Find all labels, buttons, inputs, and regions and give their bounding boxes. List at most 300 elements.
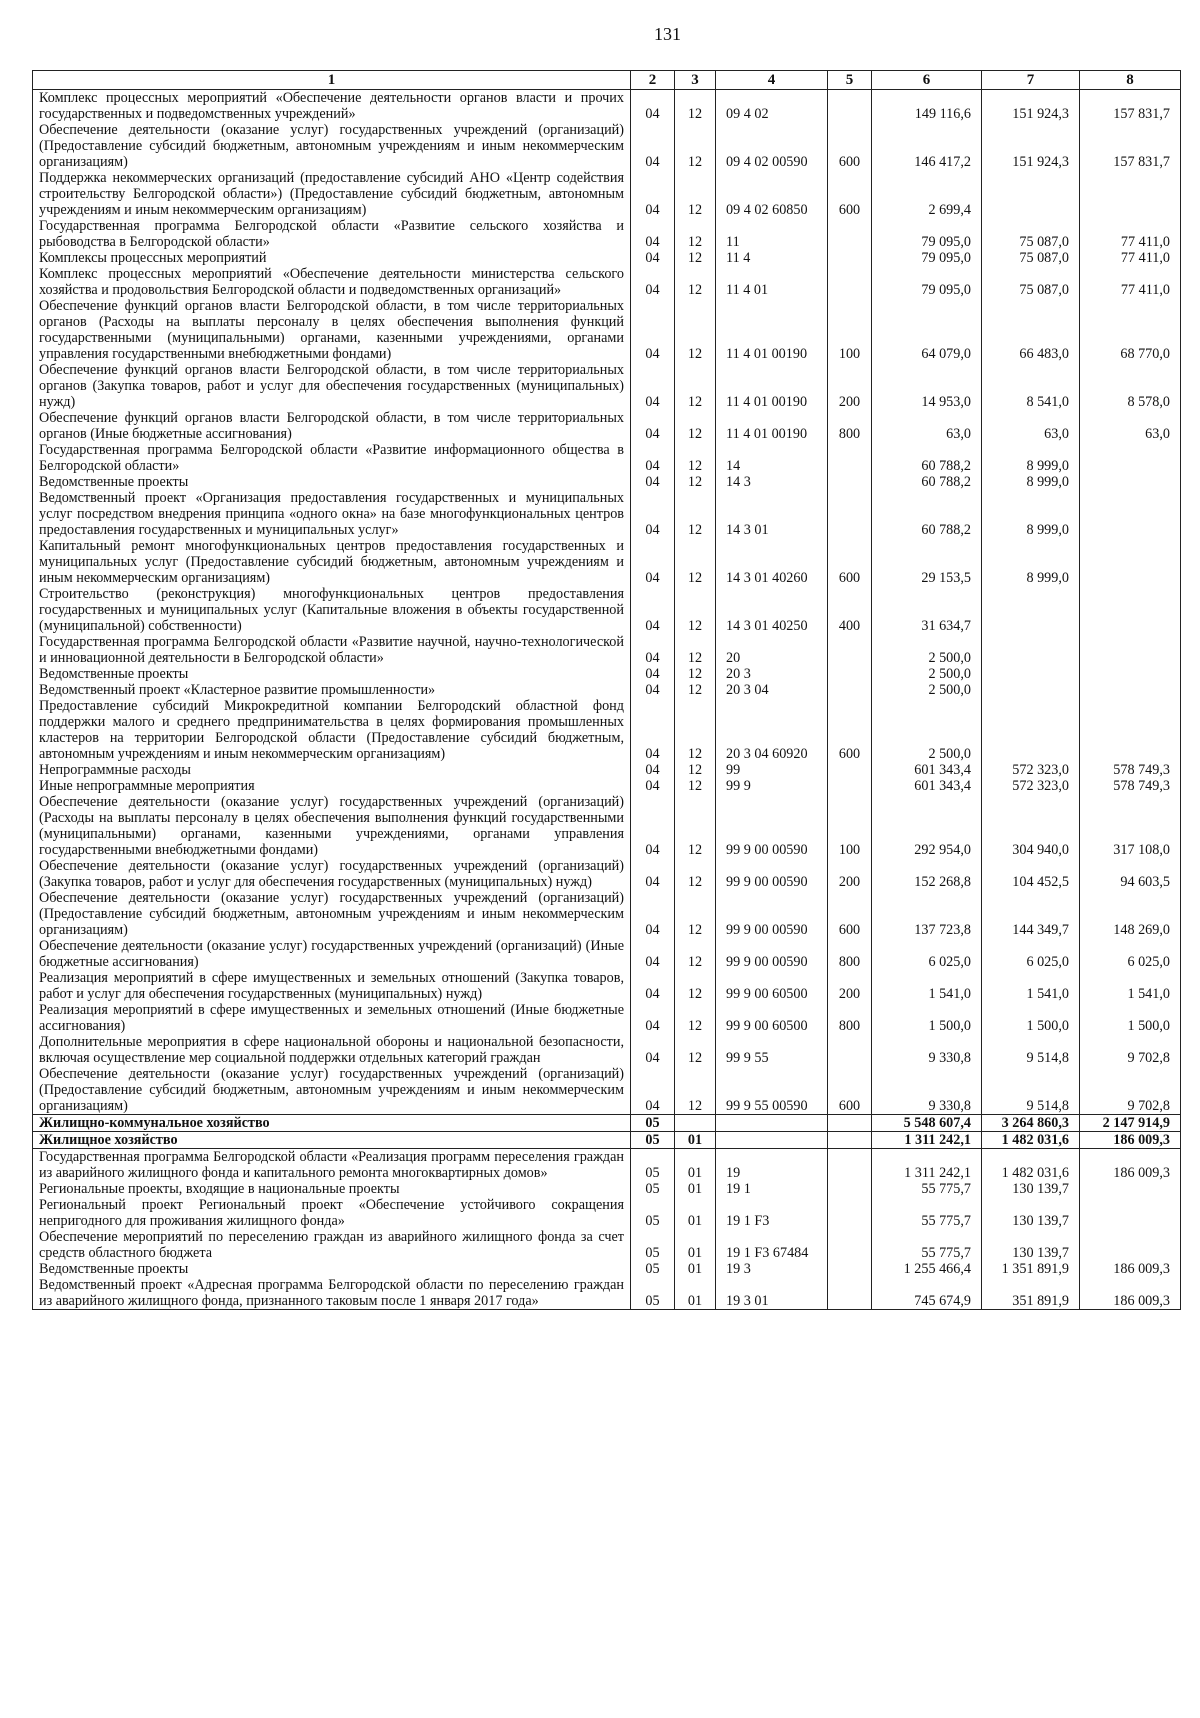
cell-amount-year2: 3 264 860,3 bbox=[982, 1115, 1080, 1132]
cell-section: 04 bbox=[631, 586, 675, 634]
cell-subsection: 01 bbox=[675, 1277, 716, 1310]
header-cell: 5 bbox=[828, 71, 872, 90]
cell-target-article: 14 bbox=[716, 442, 828, 474]
table-row bbox=[33, 938, 1181, 970]
cell-amount-year3 bbox=[1080, 442, 1181, 474]
cell-target-article: 99 9 00 60500 bbox=[716, 1002, 828, 1034]
cell-name: Региональный проект Региональный проект «Обеспечение устойчивого сокращения непригодного для проживания жилищного фонда» bbox=[33, 1197, 631, 1229]
table-row bbox=[33, 1034, 1181, 1066]
cell-amount-year1: 601 343,4 bbox=[872, 778, 982, 794]
cell-amount-year2: 1 482 031,6 bbox=[982, 1149, 1080, 1182]
cell-section: 04 bbox=[631, 442, 675, 474]
cell-subsection: 12 bbox=[675, 218, 716, 250]
cell-section: 05 bbox=[631, 1261, 675, 1277]
header-cell: 1 bbox=[33, 71, 631, 90]
cell-amount-year1: 2 500,0 bbox=[872, 682, 982, 698]
table-row bbox=[33, 1066, 1181, 1115]
cell-name: Непрограммные расходы bbox=[33, 762, 631, 778]
cell-amount-year1: 55 775,7 bbox=[872, 1197, 982, 1229]
cell-target-article: 19 1 F3 67484 bbox=[716, 1229, 828, 1261]
cell-name: Обеспечение деятельности (оказание услуг) государственных учреждений (организаций) (Расходы на выплаты персоналу в целях обеспечения выполнения функций государственными (муниципальными) органами, казенными учреждениями, органами управления государственными внебюджетными фондами) bbox=[33, 794, 631, 858]
cell-expense-type bbox=[828, 266, 872, 298]
cell-section: 05 bbox=[631, 1115, 675, 1132]
cell-amount-year3: 186 009,3 bbox=[1080, 1277, 1181, 1310]
cell-section: 04 bbox=[631, 666, 675, 682]
cell-amount-year3: 186 009,3 bbox=[1080, 1149, 1181, 1182]
cell-subsection: 12 bbox=[675, 858, 716, 890]
cell-amount-year2 bbox=[982, 666, 1080, 682]
table-row bbox=[33, 298, 1181, 362]
cell-expense-type bbox=[828, 474, 872, 490]
page-number: 131 bbox=[654, 24, 681, 44]
cell-name: Поддержка некоммерческих организаций (предоставление субсидий АНО «Центр содействия строительству Белгородской области») (Предоставление субсидий бюджетным, автономным учреждениям и иным некоммерческим организациям) bbox=[33, 170, 631, 218]
cell-subsection: 01 bbox=[675, 1197, 716, 1229]
cell-expense-type: 800 bbox=[828, 938, 872, 970]
table-row bbox=[33, 362, 1181, 410]
cell-section: 04 bbox=[631, 778, 675, 794]
cell-target-article: 11 4 01 00190 bbox=[716, 298, 828, 362]
cell-section: 04 bbox=[631, 1034, 675, 1066]
cell-subsection: 01 bbox=[675, 1229, 716, 1261]
cell-amount-year3 bbox=[1080, 490, 1181, 538]
cell-amount-year2: 75 087,0 bbox=[982, 250, 1080, 266]
cell-target-article: 14 3 01 40250 bbox=[716, 586, 828, 634]
budget-table bbox=[32, 70, 1181, 1310]
cell-amount-year3: 8 578,0 bbox=[1080, 362, 1181, 410]
table-row bbox=[33, 1132, 1181, 1149]
cell-target-article: 20 3 bbox=[716, 666, 828, 682]
cell-section: 04 bbox=[631, 90, 675, 123]
cell-target-article: 20 bbox=[716, 634, 828, 666]
cell-target-article: 19 bbox=[716, 1149, 828, 1182]
cell-name: Реализация мероприятий в сфере имущественных и земельных отношений (Иные бюджетные ассигнования) bbox=[33, 1002, 631, 1034]
cell-amount-year3: 77 411,0 bbox=[1080, 250, 1181, 266]
cell-amount-year2: 66 483,0 bbox=[982, 298, 1080, 362]
table-row bbox=[33, 1197, 1181, 1229]
cell-expense-type: 100 bbox=[828, 794, 872, 858]
cell-amount-year2: 130 139,7 bbox=[982, 1181, 1080, 1197]
cell-target-article: 20 3 04 bbox=[716, 682, 828, 698]
cell-subsection: 12 bbox=[675, 1034, 716, 1066]
cell-section: 04 bbox=[631, 890, 675, 938]
table-row bbox=[33, 122, 1181, 170]
cell-amount-year3: 186 009,3 bbox=[1080, 1261, 1181, 1277]
cell-amount-year1: 2 500,0 bbox=[872, 698, 982, 762]
cell-subsection: 12 bbox=[675, 490, 716, 538]
cell-amount-year2 bbox=[982, 634, 1080, 666]
cell-expense-type bbox=[828, 1197, 872, 1229]
cell-section: 05 bbox=[631, 1149, 675, 1182]
cell-name: Государственная программа Белгородской области «Развитие информационного общества в Белгородской области» bbox=[33, 442, 631, 474]
table-row bbox=[33, 1002, 1181, 1034]
cell-name: Обеспечение деятельности (оказание услуг) государственных учреждений (организаций) (Предоставление субсидий бюджетным, автономным учреждениям и иным некоммерческим организациям) bbox=[33, 122, 631, 170]
cell-amount-year2: 572 323,0 bbox=[982, 778, 1080, 794]
cell-subsection: 12 bbox=[675, 122, 716, 170]
cell-amount-year3: 148 269,0 bbox=[1080, 890, 1181, 938]
cell-name: Жилищное хозяйство bbox=[33, 1132, 631, 1149]
cell-amount-year2: 151 924,3 bbox=[982, 122, 1080, 170]
cell-section: 04 bbox=[631, 698, 675, 762]
cell-name: Ведомственный проект «Адресная программа Белгородской области по переселению граждан из аварийного жилищного фонда, признанного таковым после 1 января 2017 года» bbox=[33, 1277, 631, 1310]
cell-amount-year2: 351 891,9 bbox=[982, 1277, 1080, 1310]
cell-amount-year1: 137 723,8 bbox=[872, 890, 982, 938]
cell-amount-year1: 79 095,0 bbox=[872, 266, 982, 298]
cell-subsection: 12 bbox=[675, 538, 716, 586]
cell-target-article: 14 3 bbox=[716, 474, 828, 490]
cell-name: Капитальный ремонт многофункциональных центров предоставления государственных и муниципальных услуг (Предоставление субсидий бюджетным, автономным учреждениям и иным некоммерческим организациям) bbox=[33, 538, 631, 586]
cell-amount-year2: 151 924,3 bbox=[982, 90, 1080, 123]
cell-amount-year1: 1 541,0 bbox=[872, 970, 982, 1002]
cell-target-article: 20 3 04 60920 bbox=[716, 698, 828, 762]
cell-section: 05 bbox=[631, 1132, 675, 1149]
cell-expense-type bbox=[828, 1034, 872, 1066]
cell-section: 04 bbox=[631, 298, 675, 362]
table-row bbox=[33, 442, 1181, 474]
table-row bbox=[33, 666, 1181, 682]
table-row bbox=[33, 266, 1181, 298]
cell-subsection: 12 bbox=[675, 666, 716, 682]
cell-name: Обеспечение мероприятий по переселению граждан из аварийного жилищного фонда за счет средств областного бюджета bbox=[33, 1229, 631, 1261]
table-row bbox=[33, 858, 1181, 890]
cell-amount-year1: 63,0 bbox=[872, 410, 982, 442]
cell-subsection: 12 bbox=[675, 762, 716, 778]
cell-amount-year3 bbox=[1080, 586, 1181, 634]
cell-amount-year1: 29 153,5 bbox=[872, 538, 982, 586]
cell-amount-year2: 1 500,0 bbox=[982, 1002, 1080, 1034]
cell-amount-year3: 63,0 bbox=[1080, 410, 1181, 442]
cell-amount-year3: 578 749,3 bbox=[1080, 778, 1181, 794]
cell-expense-type bbox=[828, 218, 872, 250]
cell-target-article: 11 bbox=[716, 218, 828, 250]
cell-subsection: 12 bbox=[675, 938, 716, 970]
cell-amount-year2: 9 514,8 bbox=[982, 1034, 1080, 1066]
cell-section: 04 bbox=[631, 410, 675, 442]
cell-amount-year3 bbox=[1080, 170, 1181, 218]
cell-expense-type bbox=[828, 1115, 872, 1132]
cell-amount-year2: 8 999,0 bbox=[982, 538, 1080, 586]
cell-amount-year3: 68 770,0 bbox=[1080, 298, 1181, 362]
table-row bbox=[33, 250, 1181, 266]
table-row bbox=[33, 218, 1181, 250]
cell-amount-year1: 152 268,8 bbox=[872, 858, 982, 890]
cell-target-article: 99 bbox=[716, 762, 828, 778]
cell-name: Дополнительные мероприятия в сфере национальной обороны и национальной безопасности, включая осуществление мер социальной поддержки отдельных категорий граждан bbox=[33, 1034, 631, 1066]
cell-amount-year2: 8 999,0 bbox=[982, 442, 1080, 474]
cell-amount-year1: 1 500,0 bbox=[872, 1002, 982, 1034]
cell-name: Реализация мероприятий в сфере имущественных и земельных отношений (Закупка товаров, работ и услуг для обеспечения государственных (муниципальных) нужд) bbox=[33, 970, 631, 1002]
cell-section: 05 bbox=[631, 1229, 675, 1261]
cell-subsection: 12 bbox=[675, 1002, 716, 1034]
cell-amount-year1: 14 953,0 bbox=[872, 362, 982, 410]
cell-amount-year1: 9 330,8 bbox=[872, 1066, 982, 1115]
cell-name: Обеспечение функций органов власти Белгородской области, в том числе территориальных органов (Иные бюджетные ассигнования) bbox=[33, 410, 631, 442]
cell-amount-year3: 9 702,8 bbox=[1080, 1034, 1181, 1066]
cell-name: Обеспечение деятельности (оказание услуг) государственных учреждений (организаций) (Предоставление субсидий бюджетным, автономным учреждениям и иным некоммерческим организациям) bbox=[33, 1066, 631, 1115]
cell-section: 04 bbox=[631, 970, 675, 1002]
header-cell: 6 bbox=[872, 71, 982, 90]
cell-section: 04 bbox=[631, 490, 675, 538]
cell-expense-type bbox=[828, 490, 872, 538]
cell-expense-type: 200 bbox=[828, 362, 872, 410]
cell-amount-year1: 2 500,0 bbox=[872, 666, 982, 682]
cell-target-article: 19 3 01 bbox=[716, 1277, 828, 1310]
cell-section: 04 bbox=[631, 474, 675, 490]
table-row bbox=[33, 778, 1181, 794]
cell-name: Ведомственные проекты bbox=[33, 1261, 631, 1277]
cell-amount-year3: 186 009,3 bbox=[1080, 1132, 1181, 1149]
table-row bbox=[33, 474, 1181, 490]
cell-amount-year3: 157 831,7 bbox=[1080, 90, 1181, 123]
cell-expense-type: 600 bbox=[828, 1066, 872, 1115]
cell-subsection: 12 bbox=[675, 970, 716, 1002]
table-row bbox=[33, 682, 1181, 698]
cell-expense-type: 100 bbox=[828, 298, 872, 362]
cell-target-article: 09 4 02 bbox=[716, 90, 828, 123]
cell-expense-type bbox=[828, 250, 872, 266]
cell-name: Ведомственный проект «Кластерное развитие промышленности» bbox=[33, 682, 631, 698]
cell-amount-year2: 8 999,0 bbox=[982, 490, 1080, 538]
cell-expense-type bbox=[828, 1261, 872, 1277]
cell-name: Предоставление субсидий Микрокредитной компании Белгородский областной фонд поддержки малого и среднего предпринимательства в целях формирования промышленных кластеров на территории Белгородской области (Предоставление субсидий бюджетным, автономным учреждениям и иным некоммерческим организациям) bbox=[33, 698, 631, 762]
cell-amount-year1: 60 788,2 bbox=[872, 474, 982, 490]
cell-expense-type: 400 bbox=[828, 586, 872, 634]
cell-expense-type: 600 bbox=[828, 890, 872, 938]
cell-amount-year3 bbox=[1080, 698, 1181, 762]
table-row bbox=[33, 586, 1181, 634]
header-cell: 4 bbox=[716, 71, 828, 90]
cell-subsection: 01 bbox=[675, 1149, 716, 1182]
table-row bbox=[33, 170, 1181, 218]
cell-amount-year1: 55 775,7 bbox=[872, 1229, 982, 1261]
cell-section: 04 bbox=[631, 122, 675, 170]
table-row bbox=[33, 890, 1181, 938]
table-row bbox=[33, 698, 1181, 762]
cell-name: Государственная программа Белгородской области «Развитие сельского хозяйства и рыбоводства в Белгородской области» bbox=[33, 218, 631, 250]
cell-expense-type bbox=[828, 762, 872, 778]
header-row bbox=[33, 71, 1181, 90]
cell-amount-year1: 9 330,8 bbox=[872, 1034, 982, 1066]
cell-section: 04 bbox=[631, 538, 675, 586]
cell-amount-year2: 8 541,0 bbox=[982, 362, 1080, 410]
cell-expense-type bbox=[828, 1229, 872, 1261]
table-row bbox=[33, 538, 1181, 586]
cell-amount-year1: 1 255 466,4 bbox=[872, 1261, 982, 1277]
cell-subsection bbox=[675, 1115, 716, 1132]
header-cell: 2 bbox=[631, 71, 675, 90]
cell-target-article: 19 1 bbox=[716, 1181, 828, 1197]
cell-amount-year1: 1 311 242,1 bbox=[872, 1132, 982, 1149]
cell-amount-year3 bbox=[1080, 634, 1181, 666]
cell-expense-type: 600 bbox=[828, 698, 872, 762]
cell-section: 04 bbox=[631, 170, 675, 218]
cell-expense-type: 600 bbox=[828, 170, 872, 218]
cell-target-article: 11 4 01 00190 bbox=[716, 410, 828, 442]
cell-name: Комплекс процессных мероприятий «Обеспечение деятельности органов власти и прочих государственных и подведомственных учреждений» bbox=[33, 90, 631, 123]
table-row bbox=[33, 410, 1181, 442]
cell-target-article: 14 3 01 40260 bbox=[716, 538, 828, 586]
cell-name: Обеспечение деятельности (оказание услуг) государственных учреждений (организаций) (Предоставление субсидий бюджетным, автономным учреждениям и иным некоммерческим организациям) bbox=[33, 890, 631, 938]
cell-subsection: 12 bbox=[675, 1066, 716, 1115]
cell-name: Строительство (реконструкция) многофункциональных центров предоставления государственных и муниципальных услуг (Капитальные вложения в объекты государственной (муниципальной) собственности) bbox=[33, 586, 631, 634]
cell-name: Обеспечение функций органов власти Белгородской области, в том числе территориальных органов (Закупка товаров, работ и услуг для обеспечения государственных (муниципальных) нужд) bbox=[33, 362, 631, 410]
cell-amount-year2: 6 025,0 bbox=[982, 938, 1080, 970]
cell-amount-year1: 2 500,0 bbox=[872, 634, 982, 666]
cell-amount-year3 bbox=[1080, 1197, 1181, 1229]
cell-section: 05 bbox=[631, 1197, 675, 1229]
cell-amount-year1: 601 343,4 bbox=[872, 762, 982, 778]
cell-target-article: 11 4 bbox=[716, 250, 828, 266]
cell-name: Комплекс процессных мероприятий «Обеспечение деятельности министерства сельского хозяйства и продовольствия Белгородской области и подведомственных организаций» bbox=[33, 266, 631, 298]
table-body bbox=[33, 90, 1181, 1310]
cell-section: 04 bbox=[631, 1066, 675, 1115]
cell-amount-year2 bbox=[982, 586, 1080, 634]
table-row bbox=[33, 794, 1181, 858]
table-row bbox=[33, 90, 1181, 123]
cell-section: 04 bbox=[631, 858, 675, 890]
cell-section: 04 bbox=[631, 218, 675, 250]
cell-amount-year3 bbox=[1080, 1229, 1181, 1261]
cell-target-article: 19 3 bbox=[716, 1261, 828, 1277]
cell-amount-year2: 1 351 891,9 bbox=[982, 1261, 1080, 1277]
cell-amount-year3: 1 500,0 bbox=[1080, 1002, 1181, 1034]
cell-expense-type bbox=[828, 90, 872, 123]
table-row bbox=[33, 1261, 1181, 1277]
cell-subsection: 12 bbox=[675, 90, 716, 123]
header-cell: 7 bbox=[982, 71, 1080, 90]
cell-amount-year1: 745 674,9 bbox=[872, 1277, 982, 1310]
cell-amount-year1: 79 095,0 bbox=[872, 250, 982, 266]
cell-name: Государственная программа Белгородской области «Реализация программ переселения граждан из аварийного жилищного фонда и капитального ремонта многоквартирных домов» bbox=[33, 1149, 631, 1182]
cell-name: Государственная программа Белгородской области «Развитие научной, научно-технологической и инновационной деятельности в Белгородской области» bbox=[33, 634, 631, 666]
cell-expense-type bbox=[828, 682, 872, 698]
cell-subsection: 12 bbox=[675, 698, 716, 762]
cell-amount-year2: 572 323,0 bbox=[982, 762, 1080, 778]
cell-amount-year2: 304 940,0 bbox=[982, 794, 1080, 858]
cell-amount-year1: 55 775,7 bbox=[872, 1181, 982, 1197]
cell-amount-year2: 104 452,5 bbox=[982, 858, 1080, 890]
cell-amount-year3 bbox=[1080, 1181, 1181, 1197]
cell-expense-type: 800 bbox=[828, 1002, 872, 1034]
cell-expense-type bbox=[828, 666, 872, 682]
cell-name: Обеспечение функций органов власти Белгородской области, в том числе территориальных органов (Расходы на выплаты персоналу в целях обеспечения выполнения функций государственными (муниципальными) органами, казенными учреждениями, органами управления государственными внебюджетными фондами) bbox=[33, 298, 631, 362]
cell-amount-year2: 130 139,7 bbox=[982, 1229, 1080, 1261]
cell-target-article: 99 9 00 00590 bbox=[716, 794, 828, 858]
cell-subsection: 12 bbox=[675, 410, 716, 442]
cell-section: 04 bbox=[631, 682, 675, 698]
cell-name: Иные непрограммные мероприятия bbox=[33, 778, 631, 794]
cell-expense-type: 600 bbox=[828, 122, 872, 170]
cell-subsection: 12 bbox=[675, 794, 716, 858]
cell-amount-year2: 1 541,0 bbox=[982, 970, 1080, 1002]
cell-amount-year1: 5 548 607,4 bbox=[872, 1115, 982, 1132]
cell-subsection: 12 bbox=[675, 890, 716, 938]
cell-amount-year2 bbox=[982, 682, 1080, 698]
cell-amount-year2: 75 087,0 bbox=[982, 266, 1080, 298]
cell-section: 04 bbox=[631, 266, 675, 298]
cell-target-article: 99 9 00 60500 bbox=[716, 970, 828, 1002]
cell-target-article: 19 1 F3 bbox=[716, 1197, 828, 1229]
cell-amount-year1: 146 417,2 bbox=[872, 122, 982, 170]
cell-amount-year1: 6 025,0 bbox=[872, 938, 982, 970]
cell-expense-type: 200 bbox=[828, 970, 872, 1002]
cell-amount-year1: 60 788,2 bbox=[872, 442, 982, 474]
cell-amount-year3: 77 411,0 bbox=[1080, 218, 1181, 250]
table-row bbox=[33, 1149, 1181, 1182]
cell-section: 04 bbox=[631, 938, 675, 970]
cell-section: 04 bbox=[631, 762, 675, 778]
cell-amount-year1: 1 311 242,1 bbox=[872, 1149, 982, 1182]
cell-amount-year2: 8 999,0 bbox=[982, 474, 1080, 490]
cell-subsection: 12 bbox=[675, 170, 716, 218]
cell-expense-type: 800 bbox=[828, 410, 872, 442]
cell-target-article: 11 4 01 bbox=[716, 266, 828, 298]
cell-amount-year3: 94 603,5 bbox=[1080, 858, 1181, 890]
cell-amount-year2: 63,0 bbox=[982, 410, 1080, 442]
cell-expense-type: 600 bbox=[828, 538, 872, 586]
cell-target-article: 99 9 55 bbox=[716, 1034, 828, 1066]
cell-subsection: 12 bbox=[675, 634, 716, 666]
cell-target-article: 14 3 01 bbox=[716, 490, 828, 538]
cell-target-article: 99 9 00 00590 bbox=[716, 858, 828, 890]
cell-subsection: 12 bbox=[675, 442, 716, 474]
cell-name: Комплексы процессных мероприятий bbox=[33, 250, 631, 266]
cell-amount-year3: 578 749,3 bbox=[1080, 762, 1181, 778]
cell-subsection: 12 bbox=[675, 362, 716, 410]
cell-expense-type bbox=[828, 1181, 872, 1197]
table-row bbox=[33, 1229, 1181, 1261]
table-row bbox=[33, 634, 1181, 666]
cell-amount-year3: 157 831,7 bbox=[1080, 122, 1181, 170]
header-cell: 8 bbox=[1080, 71, 1181, 90]
cell-name: Жилищно-коммунальное хозяйство bbox=[33, 1115, 631, 1132]
cell-name: Обеспечение деятельности (оказание услуг) государственных учреждений (организаций) (Закупка товаров, работ и услуг для обеспечения государственных (муниципальных) нужд) bbox=[33, 858, 631, 890]
cell-amount-year3: 317 108,0 bbox=[1080, 794, 1181, 858]
cell-subsection: 01 bbox=[675, 1181, 716, 1197]
cell-section: 05 bbox=[631, 1277, 675, 1310]
table-row bbox=[33, 1181, 1181, 1197]
cell-amount-year1: 292 954,0 bbox=[872, 794, 982, 858]
cell-amount-year2: 9 514,8 bbox=[982, 1066, 1080, 1115]
cell-subsection: 12 bbox=[675, 778, 716, 794]
cell-subsection: 01 bbox=[675, 1261, 716, 1277]
cell-amount-year3: 6 025,0 bbox=[1080, 938, 1181, 970]
cell-subsection: 01 bbox=[675, 1132, 716, 1149]
cell-amount-year1: 64 079,0 bbox=[872, 298, 982, 362]
cell-subsection: 12 bbox=[675, 682, 716, 698]
cell-section: 04 bbox=[631, 634, 675, 666]
cell-name: Ведомственный проект «Организация предоставления государственных и муниципальных услуг посредством внедрения принципа «одного окна» на базе многофункциональных центров предоставления государственных и муниципальных услуг» bbox=[33, 490, 631, 538]
cell-name: Обеспечение деятельности (оказание услуг) государственных учреждений (организаций) (Иные бюджетные ассигнования) bbox=[33, 938, 631, 970]
cell-expense-type bbox=[828, 1149, 872, 1182]
cell-expense-type bbox=[828, 1277, 872, 1310]
cell-name: Ведомственные проекты bbox=[33, 666, 631, 682]
cell-section: 05 bbox=[631, 1181, 675, 1197]
cell-amount-year3: 77 411,0 bbox=[1080, 266, 1181, 298]
cell-amount-year1: 79 095,0 bbox=[872, 218, 982, 250]
cell-amount-year2: 144 349,7 bbox=[982, 890, 1080, 938]
cell-amount-year2: 130 139,7 bbox=[982, 1197, 1080, 1229]
cell-amount-year1: 60 788,2 bbox=[872, 490, 982, 538]
cell-subsection: 12 bbox=[675, 474, 716, 490]
cell-amount-year1: 149 116,6 bbox=[872, 90, 982, 123]
cell-expense-type bbox=[828, 778, 872, 794]
cell-amount-year3: 1 541,0 bbox=[1080, 970, 1181, 1002]
cell-target-article: 99 9 00 00590 bbox=[716, 938, 828, 970]
cell-expense-type: 200 bbox=[828, 858, 872, 890]
table-row bbox=[33, 762, 1181, 778]
cell-target-article: 99 9 bbox=[716, 778, 828, 794]
cell-subsection: 12 bbox=[675, 298, 716, 362]
